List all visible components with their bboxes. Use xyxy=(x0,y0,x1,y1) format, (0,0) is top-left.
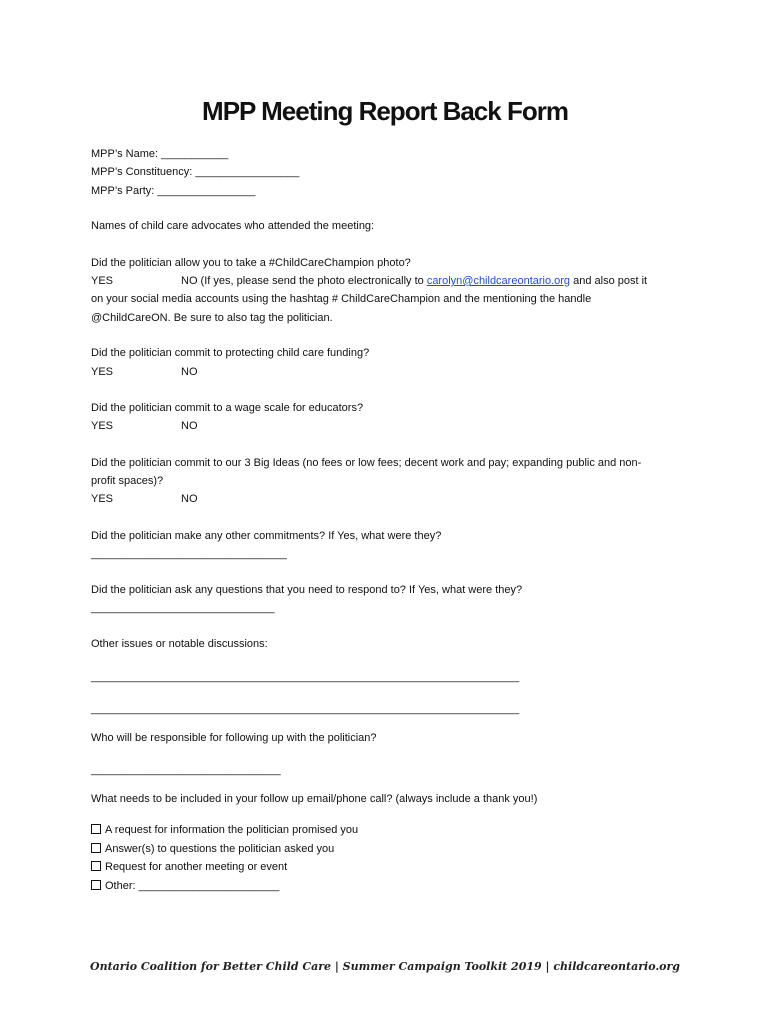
email-link[interactable]: carolyn@childcareontario.org xyxy=(426,275,571,287)
big-ideas-question: Did the politician commit to our 3 Big Ideas (no fees or low fees; decent work and pay; expanding public and non- xyxy=(91,457,642,469)
page-title: MPP Meeting Report Back Form xyxy=(202,96,568,126)
photo-question: Did the politician allow you to take a #ChildCareChampion photo? xyxy=(91,257,411,269)
funding-no-option[interactable]: NO xyxy=(181,366,198,378)
checklist-label: Request for another meeting or event xyxy=(105,861,288,873)
checklist-label: Answer(s) to questions the politician asked you xyxy=(105,843,335,855)
photo-no-text: NO (If yes, please send the photo electronically to xyxy=(181,275,427,287)
photo-no-suffix: and also post it xyxy=(570,275,648,287)
checkbox-icon[interactable] xyxy=(91,824,101,834)
big-ideas-no-option[interactable]: NO xyxy=(181,493,198,505)
follow-up-question: Who will be responsible for following up with the politician? xyxy=(91,732,377,744)
page-footer: Ontario Coalition for Better Child Care | Summer Campaign Toolkit 2019 | childcareontario.org xyxy=(90,960,680,973)
checkbox-icon[interactable] xyxy=(91,861,101,871)
questions-blank[interactable]: ______________________________ xyxy=(91,602,275,614)
photo-no-option[interactable] xyxy=(181,274,647,288)
mpp-constituency-field: MPP’s Constituency: _________________ xyxy=(91,166,300,178)
big-ideas-yes-option[interactable]: YES xyxy=(91,493,114,505)
commitments-question: Did the politician make any other commitments? If Yes, what were they? xyxy=(91,530,442,542)
checkbox-icon[interactable] xyxy=(91,843,101,853)
checklist-item[interactable] xyxy=(91,879,279,893)
wage-yes-option[interactable]: YES xyxy=(91,420,114,432)
other-issues-blank-1[interactable]: ______________________________________________________________________ xyxy=(91,671,520,683)
follow-up-content-question: What needs to be included in your follow up email/phone call? (always include a thank you!) xyxy=(91,793,538,805)
advocates-question: Names of child care advocates who attended the meeting: xyxy=(91,220,375,232)
wage-no-option[interactable]: NO xyxy=(181,420,198,432)
funding-question: Did the politician commit to protecting child care funding? xyxy=(91,347,370,359)
questions-question: Did the politician ask any questions that you need to respond to? If Yes, what were they? xyxy=(91,584,523,596)
photo-instructions-line3: @ChildCareON. Be sure to also tag the politician. xyxy=(91,312,333,324)
wage-question: Did the politician commit to a wage scale for educators? xyxy=(91,402,364,414)
other-issues-question: Other issues or notable discussions: xyxy=(91,638,268,650)
checklist-item[interactable] xyxy=(91,842,334,856)
checklist-label: Other: _______________________ xyxy=(105,880,280,892)
checkbox-icon[interactable] xyxy=(91,880,101,890)
photo-instructions-line2: on your social media accounts using the hashtag # ChildCareChampion and the mentioning the handle xyxy=(91,293,592,305)
commitments-blank[interactable]: ________________________________ xyxy=(91,548,287,560)
big-ideas-question-cont: profit spaces)? xyxy=(91,475,164,487)
checklist-label: A request for information the politician promised you xyxy=(105,824,359,836)
checklist-item[interactable] xyxy=(91,860,287,874)
funding-yes-option[interactable]: YES xyxy=(91,366,114,378)
photo-yes-option[interactable]: YES xyxy=(91,275,114,287)
mpp-party-field: MPP’s Party: ________________ xyxy=(91,185,256,197)
mpp-name-field: MPP’s Name: ___________ xyxy=(91,148,229,160)
follow-up-blank[interactable]: _______________________________ xyxy=(91,764,281,776)
checklist-item[interactable] xyxy=(91,823,358,837)
other-issues-blank-2[interactable]: ______________________________________________________________________ xyxy=(91,703,520,715)
